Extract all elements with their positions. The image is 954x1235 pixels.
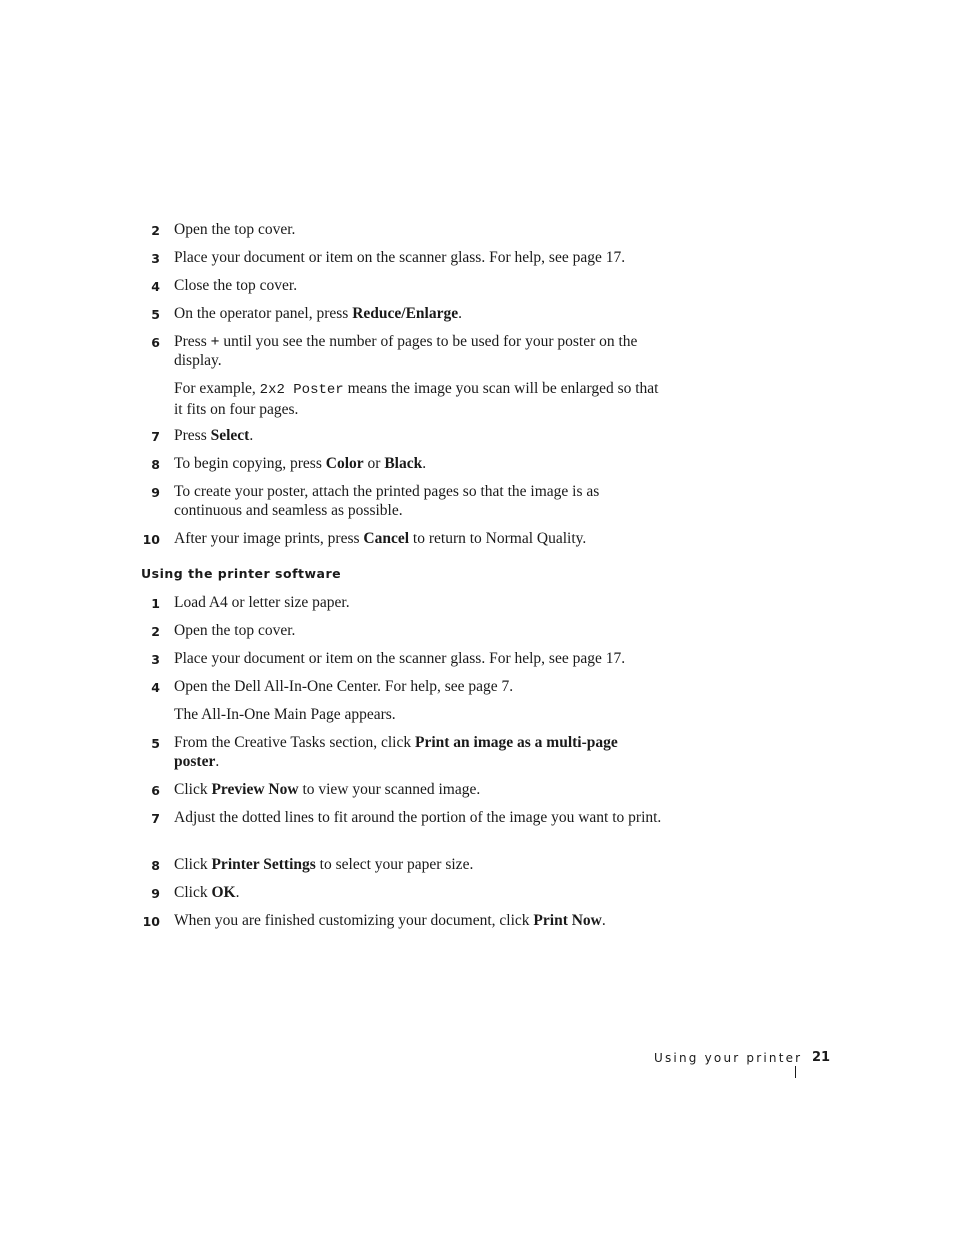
text-run: Place your document or item on the scanner glass. For help, see page 17. bbox=[174, 249, 626, 266]
text-run: Open the Dell All-In-One Center. For help, see page 7. bbox=[174, 678, 514, 695]
step-number: 8 bbox=[151, 457, 160, 472]
step-note bbox=[174, 705, 664, 724]
text-run: Press bbox=[174, 333, 211, 350]
step-text bbox=[174, 621, 664, 640]
text-run: . bbox=[601, 912, 606, 929]
step-text bbox=[174, 454, 664, 473]
text-run: Click bbox=[174, 884, 212, 901]
step-text bbox=[174, 649, 664, 668]
step-text bbox=[174, 733, 664, 771]
step-text bbox=[174, 332, 664, 370]
step-number: 6 bbox=[151, 335, 160, 350]
step-number: 10 bbox=[142, 914, 160, 929]
step-text bbox=[174, 529, 664, 548]
step-number: 9 bbox=[151, 886, 160, 901]
bold-term: Color bbox=[325, 455, 364, 472]
bold-term: Printer Settings bbox=[211, 856, 316, 873]
step-text bbox=[174, 855, 664, 874]
step-text bbox=[174, 220, 664, 239]
text-run: Close the top cover. bbox=[174, 277, 298, 294]
bold-term: Select bbox=[210, 427, 250, 444]
text-run: Click bbox=[174, 856, 212, 873]
step-number: 5 bbox=[151, 307, 160, 322]
step-number: 3 bbox=[151, 251, 160, 266]
step-text bbox=[174, 780, 664, 799]
bold-term: Black bbox=[384, 455, 423, 472]
text-run: To create your poster, attach the printed pages so that the image is as continuous and seamless as possible. bbox=[174, 483, 600, 519]
step-text bbox=[174, 883, 664, 902]
step-text bbox=[174, 482, 664, 520]
step-text bbox=[174, 276, 664, 295]
step-number: 1 bbox=[151, 596, 160, 611]
display-text: 2x2 Poster bbox=[259, 382, 344, 398]
text-run: . bbox=[235, 884, 240, 901]
step-text bbox=[174, 248, 664, 267]
bold-term: Print Now bbox=[533, 912, 602, 929]
text-run: For example, bbox=[174, 380, 260, 397]
bold-term: Reduce/Enlarge bbox=[352, 305, 459, 322]
text-run: From the Creative Tasks section, click bbox=[174, 734, 415, 751]
section-heading: Using the printer software bbox=[141, 566, 342, 581]
text-run: . bbox=[215, 753, 220, 770]
step-number: 5 bbox=[151, 736, 160, 751]
step-number: 10 bbox=[142, 532, 160, 547]
step-text bbox=[174, 593, 664, 612]
text-run: Click bbox=[174, 781, 212, 798]
bold-term: Print an image as a multi-page poster bbox=[174, 734, 618, 770]
step-number: 4 bbox=[151, 279, 160, 294]
text-run: To begin copying, press bbox=[174, 455, 326, 472]
text-run: On the operator panel, press bbox=[174, 305, 353, 322]
bold-term: OK bbox=[211, 884, 236, 901]
text-run: to view your scanned image. bbox=[298, 781, 481, 798]
text-run: or bbox=[363, 455, 385, 472]
text-run: until you see the number of pages to be used for your poster on the display. bbox=[174, 333, 638, 369]
bold-term: Cancel bbox=[363, 530, 410, 547]
text-run: . bbox=[422, 455, 427, 472]
step-number: 2 bbox=[151, 223, 160, 238]
step-text bbox=[174, 808, 664, 827]
text-run: Adjust the dotted lines to fit around the portion of the image you want to print. bbox=[174, 809, 662, 826]
step-number: 7 bbox=[151, 429, 160, 444]
text-run: to return to Normal Quality. bbox=[409, 530, 587, 547]
step-text bbox=[174, 911, 664, 930]
page-number: 21 bbox=[812, 1050, 831, 1065]
step-number: 6 bbox=[151, 783, 160, 798]
step-number: 3 bbox=[151, 652, 160, 667]
text-run: Open the top cover. bbox=[174, 221, 296, 238]
footer-chapter-title: Using your printer bbox=[654, 1051, 803, 1065]
text-run: to select your paper size. bbox=[315, 856, 474, 873]
text-run: . bbox=[458, 305, 462, 322]
text-run: means the image you scan will be enlarged so that it fits on four pages. bbox=[174, 380, 659, 418]
footer-rule bbox=[795, 1066, 796, 1078]
text-run: After your image prints, press bbox=[174, 530, 364, 547]
text-run: Press bbox=[174, 427, 211, 444]
step-number: 7 bbox=[151, 811, 160, 826]
bold-term: Preview Now bbox=[211, 781, 299, 798]
step-text bbox=[174, 677, 664, 696]
bold-term: + bbox=[210, 333, 220, 350]
step-number: 9 bbox=[151, 485, 160, 500]
text-run: The All-In-One Main Page appears. bbox=[174, 706, 396, 723]
step-number: 2 bbox=[151, 624, 160, 639]
text-run: Place your document or item on the scanner glass. For help, see page 17. bbox=[174, 650, 626, 667]
text-run: . bbox=[249, 427, 254, 444]
text-run: Load A4 or letter size paper. bbox=[174, 594, 350, 611]
step-number: 8 bbox=[151, 858, 160, 873]
text-run: When you are finished customizing your document, click bbox=[174, 912, 534, 929]
step-note bbox=[174, 379, 664, 419]
text-run: Open the top cover. bbox=[174, 622, 296, 639]
step-text bbox=[174, 304, 664, 323]
step-number: 4 bbox=[151, 680, 160, 695]
step-text bbox=[174, 426, 664, 445]
